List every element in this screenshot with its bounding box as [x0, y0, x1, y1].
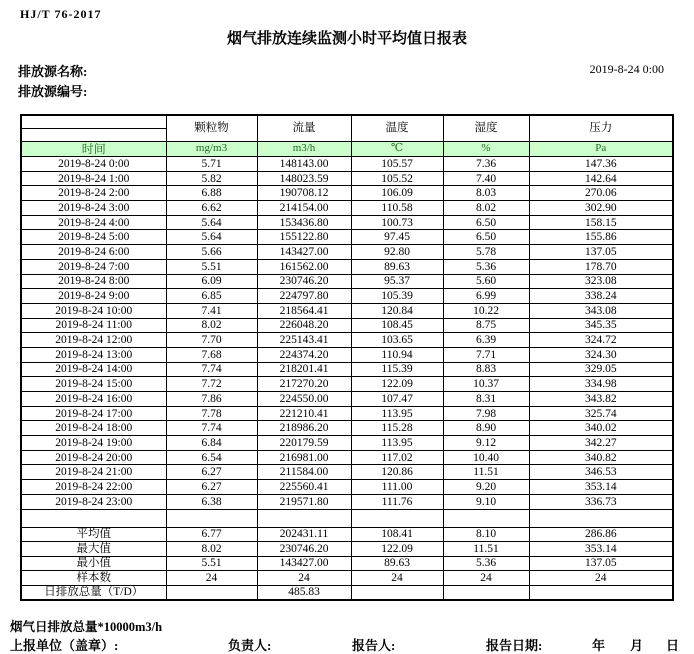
table-row	[21, 494, 673, 509]
cell-value: 97.45	[351, 230, 443, 245]
summary-value	[351, 585, 443, 600]
time-header-spacer	[21, 115, 166, 129]
summary-value: 485.83	[257, 585, 351, 600]
column-header-pressure: 压力	[529, 115, 673, 142]
cell-value: 338.24	[529, 289, 673, 304]
cell-time: 2019-8-24 23:00	[21, 494, 166, 509]
cell-value: 225143.41	[257, 333, 351, 348]
responsible-person-label: 负责人:	[228, 638, 272, 653]
summary-label: 样本数	[21, 571, 166, 586]
summary-value: 24	[257, 571, 351, 586]
cell-time: 2019-8-24 19:00	[21, 436, 166, 451]
cell-value: 115.28	[351, 421, 443, 436]
cell-value: 148143.00	[257, 157, 351, 172]
table-row	[21, 421, 673, 436]
cell-value: 323.08	[529, 274, 673, 289]
cell-value: 9.20	[443, 480, 529, 495]
table-row	[21, 480, 673, 495]
time-column-label: 时间	[21, 142, 166, 157]
empty-row	[21, 509, 673, 527]
empty-cell	[443, 509, 529, 527]
cell-value: 334.98	[529, 377, 673, 392]
page-title: 烟气排放连续监测小时平均值日报表	[226, 31, 467, 47]
cell-value: 137.05	[529, 245, 673, 260]
cell-value: 6.54	[166, 450, 257, 465]
cell-value: 155122.80	[257, 230, 351, 245]
summary-value: 143427.00	[257, 556, 351, 571]
cell-time: 2019-8-24 18:00	[21, 421, 166, 436]
cell-value: 217270.20	[257, 377, 351, 392]
cell-value: 7.86	[166, 392, 257, 407]
table-row	[21, 436, 673, 451]
table-row	[21, 392, 673, 407]
table-row	[21, 450, 673, 465]
cell-value: 7.71	[443, 347, 529, 362]
cell-value: 324.72	[529, 333, 673, 348]
cell-time: 2019-8-24 0:00	[21, 157, 166, 172]
cell-value: 155.86	[529, 230, 673, 245]
cell-value: 216981.00	[257, 450, 351, 465]
cell-value: 106.09	[351, 186, 443, 201]
summary-value: 5.51	[166, 556, 257, 571]
cell-value: 111.00	[351, 480, 443, 495]
cell-value: 92.80	[351, 245, 443, 260]
summary-row	[21, 556, 673, 571]
table-row	[21, 171, 673, 186]
unit-humidity: %	[443, 142, 529, 157]
cell-value: 113.95	[351, 406, 443, 421]
summary-value: 24	[166, 571, 257, 586]
summary-row	[21, 571, 673, 586]
report-date-label: 报告日期:	[486, 638, 543, 653]
cell-value: 6.27	[166, 480, 257, 495]
cell-value: 105.57	[351, 157, 443, 172]
cell-value: 105.52	[351, 171, 443, 186]
cell-value: 218986.20	[257, 421, 351, 436]
cell-value: 153436.80	[257, 215, 351, 230]
cell-value: 10.40	[443, 450, 529, 465]
cell-value: 143427.00	[257, 245, 351, 260]
cell-value: 6.88	[166, 186, 257, 201]
cell-value: 8.90	[443, 421, 529, 436]
summary-value: 202431.11	[257, 527, 351, 542]
summary-value: 230746.20	[257, 542, 351, 557]
summary-label: 平均值	[21, 527, 166, 542]
cell-value: 324.30	[529, 347, 673, 362]
cell-time: 2019-8-24 21:00	[21, 465, 166, 480]
cell-value: 161562.00	[257, 259, 351, 274]
cell-value: 100.73	[351, 215, 443, 230]
table-row	[21, 362, 673, 377]
table-row	[21, 259, 673, 274]
standard-number: HJ/T 76-2017	[20, 7, 102, 21]
cell-value: 343.82	[529, 392, 673, 407]
summary-value: 89.63	[351, 556, 443, 571]
cell-value: 230746.20	[257, 274, 351, 289]
cell-time: 2019-8-24 17:00	[21, 406, 166, 421]
summary-row	[21, 542, 673, 557]
reporter-label: 报告人:	[352, 638, 396, 653]
empty-cell	[529, 509, 673, 527]
cell-value: 8.02	[166, 318, 257, 333]
cell-time: 2019-8-24 1:00	[21, 171, 166, 186]
cell-value: 345.35	[529, 318, 673, 333]
unit-pressure: Pa	[529, 142, 673, 157]
column-header-particulate: 颗粒物	[166, 115, 257, 142]
time-header-spacer	[21, 129, 166, 142]
table-row	[21, 303, 673, 318]
summary-value	[166, 585, 257, 600]
cell-value: 226048.20	[257, 318, 351, 333]
summary-value: 24	[351, 571, 443, 586]
cell-value: 353.14	[529, 480, 673, 495]
cell-value: 110.94	[351, 347, 443, 362]
table-row	[21, 465, 673, 480]
cell-value: 6.50	[443, 215, 529, 230]
cell-time: 2019-8-24 15:00	[21, 377, 166, 392]
cell-value: 342.27	[529, 436, 673, 451]
flow-total-note: 烟气日排放总量*10000m3/h	[10, 620, 163, 634]
cell-value: 224550.00	[257, 392, 351, 407]
cell-time: 2019-8-24 6:00	[21, 245, 166, 260]
table-row	[21, 274, 673, 289]
summary-value: 24	[529, 571, 673, 586]
cell-time: 2019-8-24 5:00	[21, 230, 166, 245]
summary-value: 108.41	[351, 527, 443, 542]
cell-value: 329.05	[529, 362, 673, 377]
cell-time: 2019-8-24 12:00	[21, 333, 166, 348]
cell-value: 5.64	[166, 230, 257, 245]
cell-value: 190708.12	[257, 186, 351, 201]
report-datetime: 2019-8-24 0:00	[589, 62, 664, 76]
table-row	[21, 377, 673, 392]
cell-value: 5.36	[443, 259, 529, 274]
cell-value: 325.74	[529, 406, 673, 421]
cell-value: 7.78	[166, 406, 257, 421]
table-row	[21, 318, 673, 333]
summary-value: 24	[443, 571, 529, 586]
table-row	[21, 347, 673, 362]
cell-time: 2019-8-24 11:00	[21, 318, 166, 333]
cell-time: 2019-8-24 10:00	[21, 303, 166, 318]
table-row	[21, 406, 673, 421]
empty-cell	[257, 509, 351, 527]
cell-time: 2019-8-24 14:00	[21, 362, 166, 377]
summary-row	[21, 585, 673, 600]
table-row	[21, 289, 673, 304]
unit-flow: m3/h	[257, 142, 351, 157]
table-row	[21, 245, 673, 260]
summary-value	[443, 585, 529, 600]
summary-value: 8.10	[443, 527, 529, 542]
summary-value: 137.05	[529, 556, 673, 571]
cell-value: 340.02	[529, 421, 673, 436]
cell-value: 225560.41	[257, 480, 351, 495]
cell-value: 6.39	[443, 333, 529, 348]
cell-value: 115.39	[351, 362, 443, 377]
source-name-label: 排放源名称:	[18, 64, 88, 79]
cell-value: 5.51	[166, 259, 257, 274]
cell-value: 343.08	[529, 303, 673, 318]
source-code-label: 排放源编号:	[18, 84, 88, 99]
cell-value: 7.98	[443, 406, 529, 421]
column-header-flow: 流量	[257, 115, 351, 142]
cell-value: 8.75	[443, 318, 529, 333]
cell-time: 2019-8-24 4:00	[21, 215, 166, 230]
cell-value: 219571.80	[257, 494, 351, 509]
cell-value: 103.65	[351, 333, 443, 348]
header-row-top	[21, 115, 673, 129]
units-row	[21, 142, 673, 157]
cell-value: 10.22	[443, 303, 529, 318]
cell-value: 346.53	[529, 465, 673, 480]
cell-value: 7.40	[443, 171, 529, 186]
summary-rows	[21, 509, 673, 600]
cell-value: 8.02	[443, 201, 529, 216]
summary-value	[529, 585, 673, 600]
cell-value: 7.70	[166, 333, 257, 348]
day-label: 日	[666, 638, 680, 653]
cell-value: 9.12	[443, 436, 529, 451]
unit-particulate: mg/m3	[166, 142, 257, 157]
cell-value: 7.72	[166, 377, 257, 392]
empty-cell	[351, 509, 443, 527]
cell-value: 211584.00	[257, 465, 351, 480]
summary-label: 最小值	[21, 556, 166, 571]
report-unit-label: 上报单位（盖章）:	[10, 638, 119, 653]
table-row	[21, 186, 673, 201]
cell-value: 224374.20	[257, 347, 351, 362]
cell-value: 5.66	[166, 245, 257, 260]
cell-time: 2019-8-24 3:00	[21, 201, 166, 216]
column-header-humidity: 湿度	[443, 115, 529, 142]
summary-value: 5.36	[443, 556, 529, 571]
cell-value: 107.47	[351, 392, 443, 407]
summary-value: 122.09	[351, 542, 443, 557]
summary-row	[21, 527, 673, 542]
cell-value: 7.74	[166, 421, 257, 436]
cell-value: 8.83	[443, 362, 529, 377]
cell-value: 340.82	[529, 450, 673, 465]
cell-time: 2019-8-24 13:00	[21, 347, 166, 362]
summary-value: 8.02	[166, 542, 257, 557]
data-rows	[21, 157, 673, 510]
cell-value: 6.27	[166, 465, 257, 480]
table-row	[21, 230, 673, 245]
cell-time: 2019-8-24 2:00	[21, 186, 166, 201]
cell-value: 120.86	[351, 465, 443, 480]
cell-value: 117.02	[351, 450, 443, 465]
cell-value: 8.31	[443, 392, 529, 407]
cell-value: 11.51	[443, 465, 529, 480]
cell-value: 105.39	[351, 289, 443, 304]
cell-value: 5.64	[166, 215, 257, 230]
cell-value: 270.06	[529, 186, 673, 201]
cell-value: 6.85	[166, 289, 257, 304]
cell-value: 7.36	[443, 157, 529, 172]
cell-time: 2019-8-24 16:00	[21, 392, 166, 407]
cell-value: 302.90	[529, 201, 673, 216]
year-label: 年	[592, 638, 606, 653]
table-row	[21, 201, 673, 216]
empty-cell	[166, 509, 257, 527]
cell-value: 148023.59	[257, 171, 351, 186]
cell-value: 7.41	[166, 303, 257, 318]
cell-value: 95.37	[351, 274, 443, 289]
cell-value: 142.64	[529, 171, 673, 186]
summary-value: 11.51	[443, 542, 529, 557]
cell-value: 5.71	[166, 157, 257, 172]
cell-value: 224797.80	[257, 289, 351, 304]
cell-value: 6.38	[166, 494, 257, 509]
cell-value: 6.62	[166, 201, 257, 216]
summary-value: 6.77	[166, 527, 257, 542]
cell-value: 9.10	[443, 494, 529, 509]
table-row	[21, 157, 673, 172]
cell-value: 5.78	[443, 245, 529, 260]
cell-value: 10.37	[443, 377, 529, 392]
cell-value: 158.15	[529, 215, 673, 230]
cell-value: 89.63	[351, 259, 443, 274]
cell-value: 218201.41	[257, 362, 351, 377]
cell-value: 214154.00	[257, 201, 351, 216]
summary-label: 最大值	[21, 542, 166, 557]
unit-temperature: ℃	[351, 142, 443, 157]
table-row	[21, 215, 673, 230]
monitoring-table	[20, 114, 674, 601]
cell-time: 2019-8-24 9:00	[21, 289, 166, 304]
column-header-temperature: 温度	[351, 115, 443, 142]
cell-value: 8.03	[443, 186, 529, 201]
cell-value: 7.74	[166, 362, 257, 377]
month-label: 月	[630, 638, 644, 653]
cell-value: 5.60	[443, 274, 529, 289]
cell-value: 336.73	[529, 494, 673, 509]
cell-time: 2019-8-24 20:00	[21, 450, 166, 465]
cell-time: 2019-8-24 22:00	[21, 480, 166, 495]
signature-line	[0, 635, 694, 653]
cell-value: 218564.41	[257, 303, 351, 318]
cell-value: 220179.59	[257, 436, 351, 451]
cell-value: 147.36	[529, 157, 673, 172]
cell-value: 5.82	[166, 171, 257, 186]
cell-value: 113.95	[351, 436, 443, 451]
cell-value: 178.70	[529, 259, 673, 274]
cell-value: 6.09	[166, 274, 257, 289]
empty-cell	[21, 509, 166, 527]
cell-value: 7.68	[166, 347, 257, 362]
cell-value: 6.50	[443, 230, 529, 245]
cell-value: 120.84	[351, 303, 443, 318]
cell-value: 6.99	[443, 289, 529, 304]
cell-time: 2019-8-24 8:00	[21, 274, 166, 289]
summary-value: 353.14	[529, 542, 673, 557]
summary-label: 日排放总量（T/D）	[21, 585, 166, 600]
cell-value: 108.45	[351, 318, 443, 333]
summary-value: 286.86	[529, 527, 673, 542]
table-row	[21, 333, 673, 348]
cell-value: 122.09	[351, 377, 443, 392]
cell-value: 110.58	[351, 201, 443, 216]
cell-value: 6.84	[166, 436, 257, 451]
cell-time: 2019-8-24 7:00	[21, 259, 166, 274]
cell-value: 221210.41	[257, 406, 351, 421]
cell-value: 111.76	[351, 494, 443, 509]
